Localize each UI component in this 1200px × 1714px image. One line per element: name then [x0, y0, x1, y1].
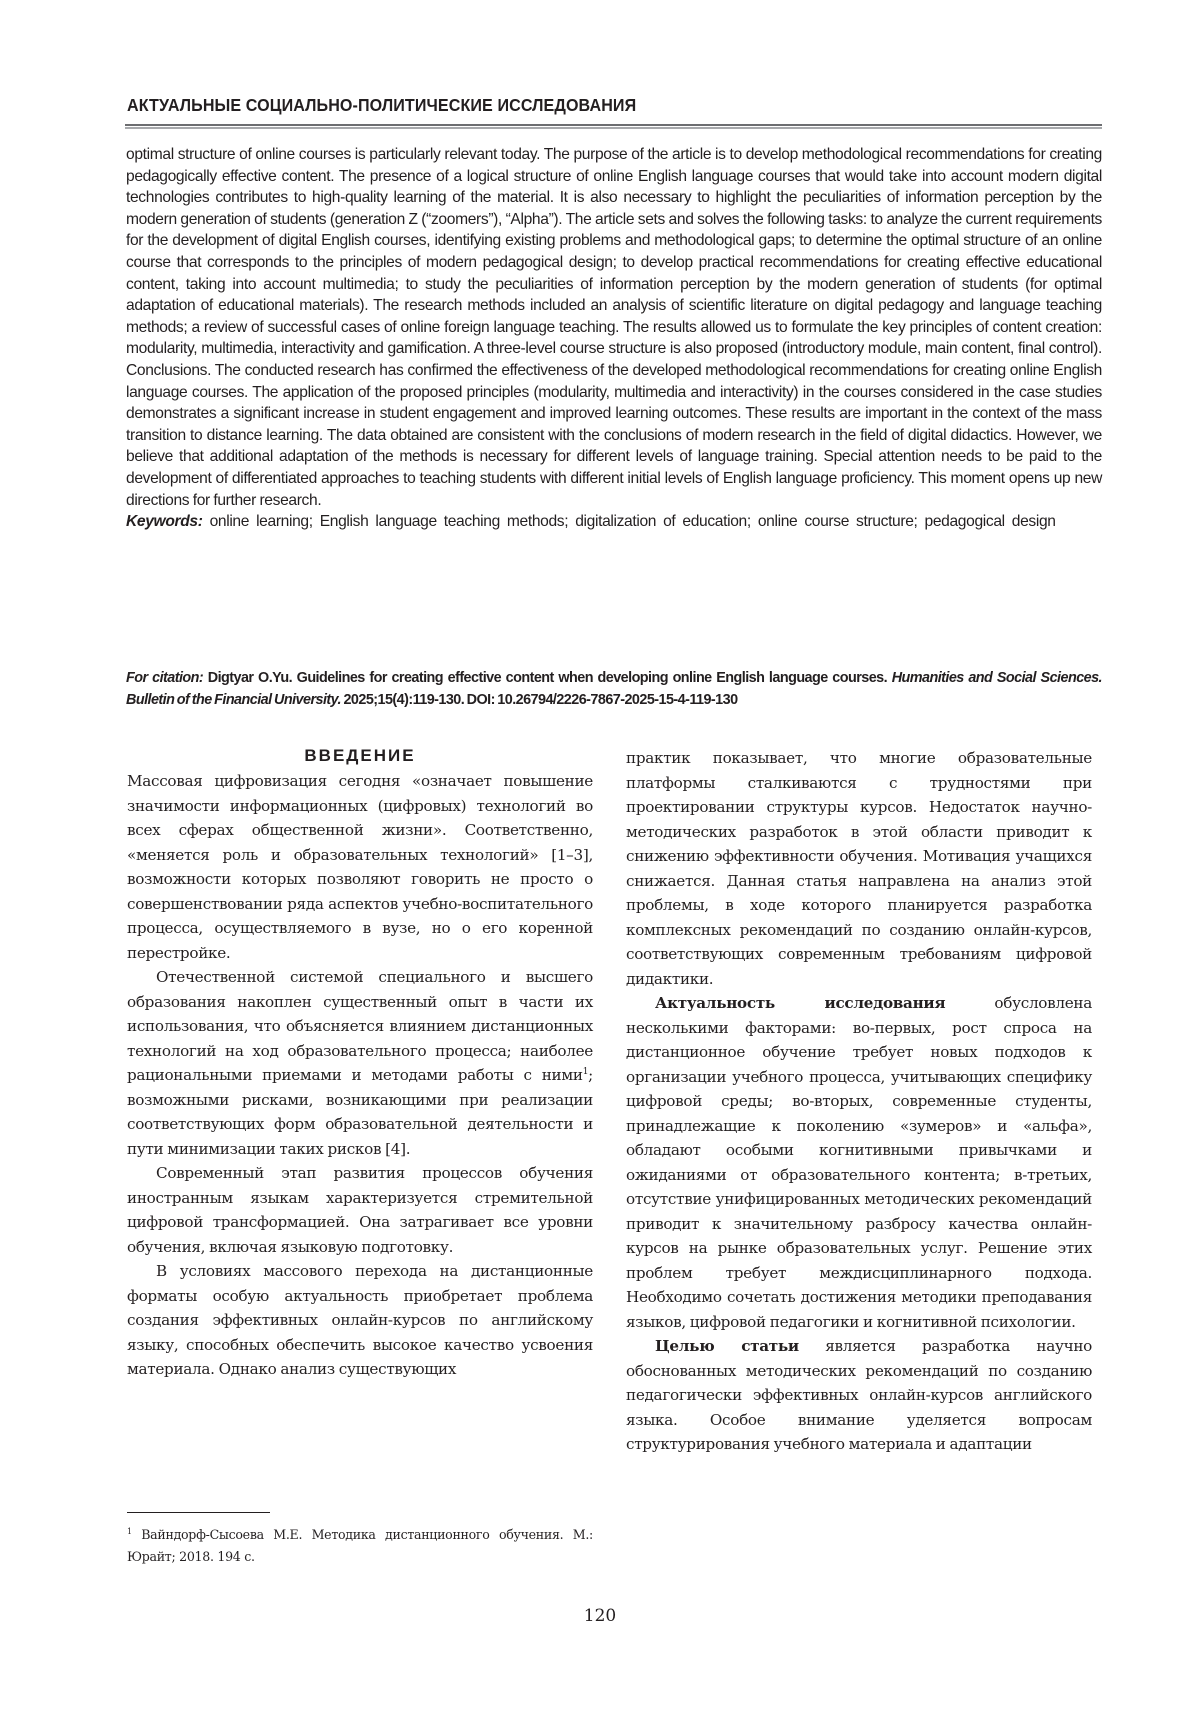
paragraph — [626, 991, 1092, 1334]
section-heading: ВВЕДЕНИЕ — [304, 746, 416, 765]
paragraph: В условиях массового перехода на дистанционные форматы особую актуальность приобретает проблема создания эффективных онлайн-курсов по английскому языку, способных обеспечить высокое качество усвоения материала. Однако анализ существующих — [127, 1262, 593, 1378]
paragraph: практик показывает, что многие образовательные платформы сталкиваются с трудностями при проектировании структуры курсов. Недостаток научно-методических разработок в этой области приводит к снижению эффективности обучения. Мотивация учащихся снижается. Данная статья направлена на анализ этой проблемы, в ходе которого планируется разработка комплексных рекомендаций по созданию онлайн-курсов, соответствующих современным требованиям цифровой дидактики. — [626, 749, 1092, 988]
footnote — [127, 1524, 593, 1567]
footnote-marker: 1 — [127, 1526, 132, 1536]
paragraph: Современный этап развития процессов обучения иностранным языкам характеризуется стремительной цифровой трансформацией. Она затрагивает все уровни обучения, включая языковую подготовку. — [127, 1164, 593, 1256]
keywords-label: Keywords: — [126, 513, 203, 531]
footnote-ref[interactable]: 1 — [582, 1066, 589, 1077]
term-relevance: Актуальность исследования — [655, 994, 946, 1012]
paragraph-text: Отечественной системой специального и высшего образования накоплен существенный опыт в части их использования, что объясняется влиянием дистанционных технологий на ход образовательного процесса; наиболее рациональными приемами и методами работы с ними — [127, 968, 593, 1084]
citation-label: For citation: — [126, 670, 204, 686]
citation-journal: Humanities and Social Sciences. Bulletin of the Financial University. — [126, 670, 1102, 708]
header-double-rule — [125, 124, 1102, 129]
citation-details: 2025;15(4):119-130. DOI: 10.26794/2226-7867-2025-15-4-119-130 — [343, 691, 738, 708]
right-column — [626, 746, 1092, 1457]
term-purpose: Целью статьи — [655, 1337, 799, 1355]
paragraph — [127, 965, 593, 1161]
abstract-text: optimal structure of online courses is particularly relevant today. The purpose of the article is to develop methodological recommendations for creating pedagogically effective content. The presence of a logical structure of online English language courses that would take into account modern digital technologies contributes to high-quality learning of the material. It is also necessary to highlight the peculiarities of information perception by the modern generation of students (generation Z (“zoomers”), “Alpha”). The article sets and solves the following tasks: to analyze the current requirements for the development of digital English courses, identifying existing problems and methodological gaps; to determine the optimal structure of an online course that corresponds to the principles of modern pedagogical design; to develop practical recommendations for creating effective educational content, taking into account multimedia; to study the peculiarities of information perception by the modern generation of students (for optimal adaptation of educational materials). The research methods included an analysis of scientific literature on digital pedagogy and language teaching methods; a review of successful cases of online foreign language teaching. The results allowed us to formulate the key principles of content creation: modularity, multimedia, interactivity and gamification. A three-level course structure is also proposed (introductory module, main content, final control). Conclusions. The conducted research has confirmed the effectiveness of the developed methodological recommendations for creating online English language courses. The application of the proposed principles (modularity, multimedia and interactivity) in the courses considered in the case studies demonstrates a significant increase in student engagement and improved learning outcomes. These results are important in the context of the mass transition to distance learning. The data obtained are consistent with the conclusions of modern research in the field of digital didactics. However, we believe that additional adaptation of the methods is necessary for different levels of language training. Special attention needs to be paid to the development of differentiated approaches to teaching students with different initial levels of English language proficiency. This moment opens up new directions for further research. — [126, 146, 1102, 509]
paragraph: Массовая цифровизация сегодня «означает повышение значимости информационных (цифровых) технологий во всех сферах общественной жизни». Соответственно, «меняется роль и образовательных технологий» [1–3], возможности которых позволяют говорить не просто о совершенствовании ряда аспектов учебно-воспитательного процесса, осуществляемого в вузе, но о его коренной перестройке. — [127, 772, 593, 962]
citation-authors-title: Digtyar O.Yu. Guidelines for creating effective content when developing online English language courses. — [207, 670, 888, 686]
paragraph — [626, 1334, 1092, 1457]
left-column — [127, 744, 593, 1382]
page-number: 120 — [583, 1606, 617, 1626]
paragraph-text: обусловлена несколькими факторами: во-первых, рост спроса на дистанционное обучение требует новых подходов к организации учебного процесса, учитывающих специфику цифровой среды; во-вторых, современные студенты, принадлежащие к поколению «зумеров» и «альфа», обладают особыми когнитивными привычками и ожиданиями от образовательного контента; в-третьих, отсутствие унифицированных методических рекомендаций приводит к значительному разбросу качества онлайн-курсов на рынке образовательных услуг. Решение этих проблем требует междисциплинарного подхода. Необходимо сочетать достижения методики преподавания языков, цифровой педагогики и когнитивной психологии. — [626, 994, 1092, 1331]
running-head: АКТУАЛЬНЫЕ СОЦИАЛЬНО-ПОЛИТИЧЕСКИЕ ИССЛЕДОВАНИЯ — [127, 95, 637, 115]
paragraph-text: является разработка научно обоснованных методических рекомендаций по созданию педагогически эффективных онлайн-курсов английского языка. Особое внимание уделяется вопросам структурирования учебного материала и адаптации — [626, 1337, 1093, 1453]
paragraph-text: ; возможными рисками, возникающими при реализации соответствующих форм образовательной деятельности и пути минимизации таких рисков [4]. — [127, 1066, 593, 1158]
keywords-list: online learning; English language teaching methods; digitalization of education; online course structure; pedagogical design — [209, 513, 1056, 531]
footnote-rule — [127, 1512, 270, 1513]
keywords — [126, 511, 1102, 533]
citation — [126, 668, 1102, 711]
footnote-text: Вайндорф-Сысоева М.Е. Методика дистанционного обучения. М.: Юрайт; 2018. 194 с. — [127, 1527, 593, 1564]
abstract — [126, 144, 1102, 533]
